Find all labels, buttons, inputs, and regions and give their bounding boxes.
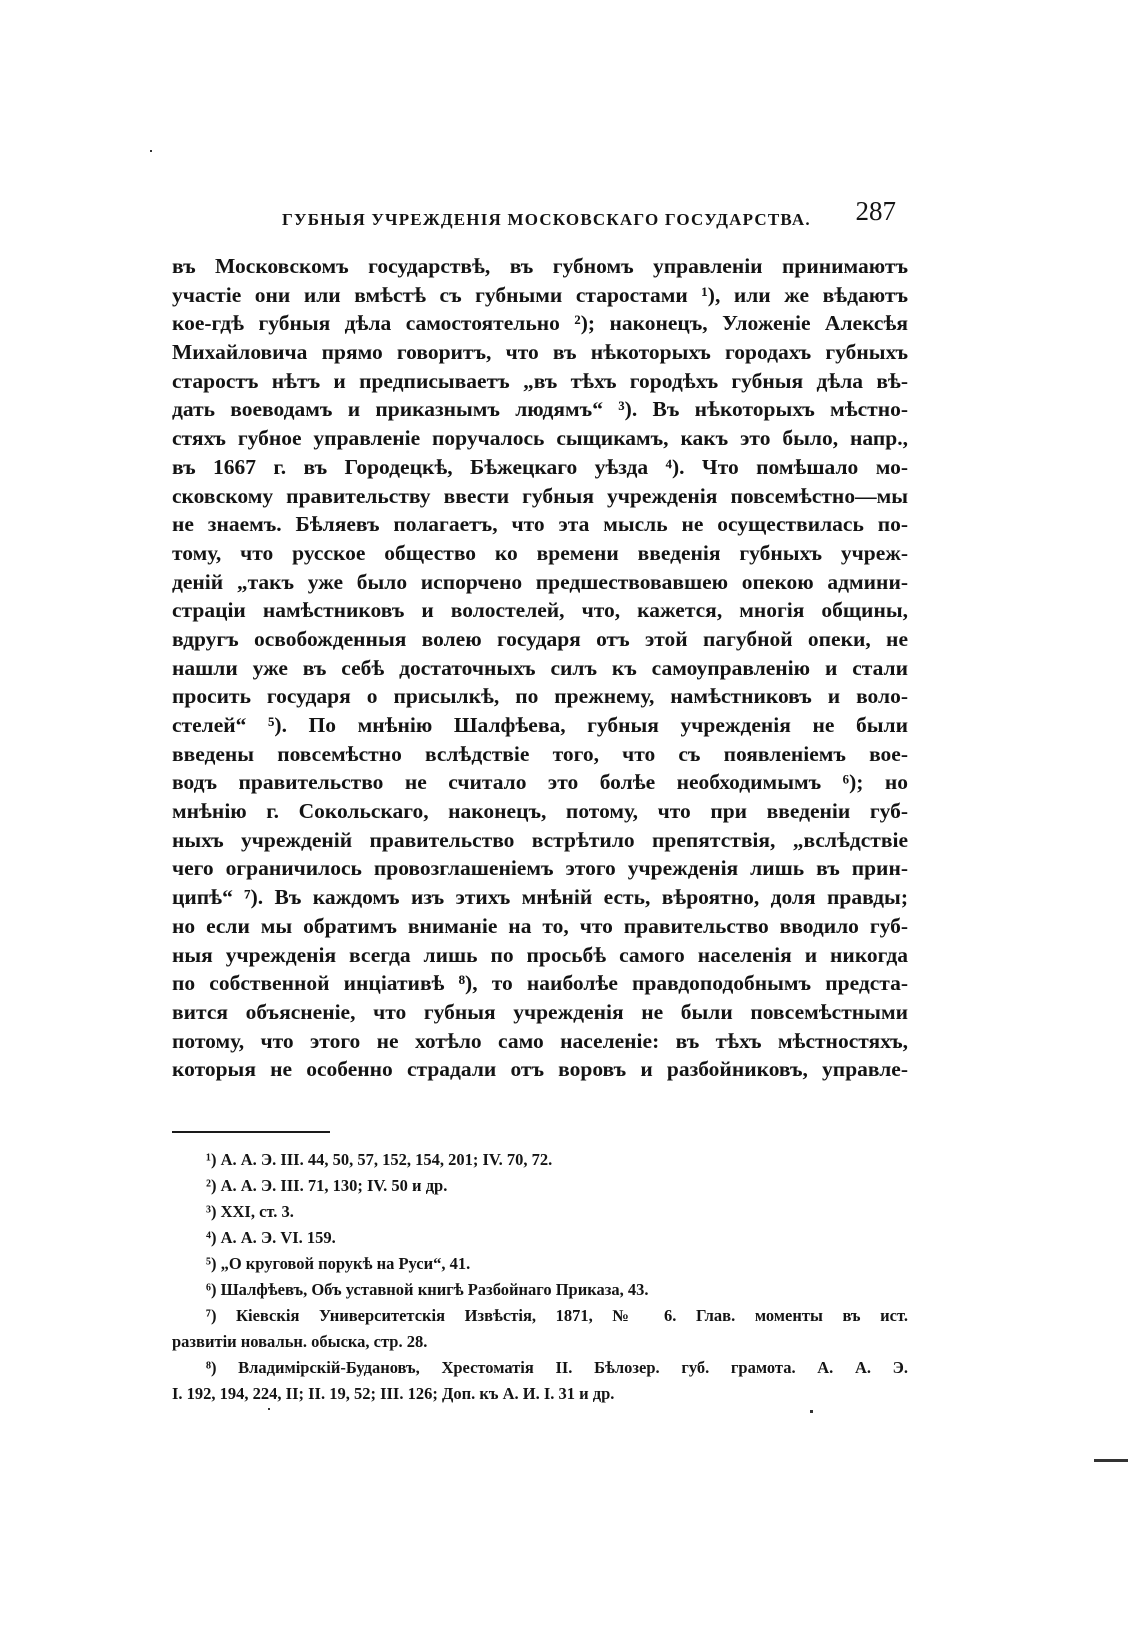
footnote: ⁵) „О круговой порукѣ на Руси“, 41. [206, 1254, 471, 1273]
text-line: но если мы обратимъ вниманіе на то, что правительство вводило губ- [172, 913, 908, 938]
scan-speck [810, 1410, 813, 1413]
text-line: страціи намѣстниковъ и волостелей, что, кажется, многія общины, [172, 598, 908, 623]
text-line: кое-гдѣ губныя дѣла самостоятельно ²); наконецъ, Уложеніе Алексѣя [172, 311, 908, 336]
scan-speck [1094, 1459, 1128, 1462]
page-number: 287 [855, 196, 896, 226]
footnote: ⁶) Шалфѣевъ, Объ уставной книгѣ Разбойнаго Приказа, 43. [206, 1280, 649, 1299]
text-line: ныя учрежденія всегда лишь по просьбѣ самого населенія и никогда [172, 942, 908, 967]
text-line: стелей“ ⁵). По мнѣнію Шалфѣева, губныя учрежденія не были [172, 713, 908, 737]
text-line: введены повсемѣстно вслѣдствіе того, что съ появленіемъ вое- [172, 741, 908, 766]
text-line: въ Московскомъ государствѣ, въ губномъ управленіи принимаютъ [172, 254, 908, 278]
text-line: вдругъ освобожденныя волею государя отъ этой пагубной опеки, не [172, 626, 908, 651]
text-line: чего ограничилось провозглашеніемъ этого учрежденія лишь въ прин- [172, 856, 908, 881]
footnote-continuation: I. 192, 194, 224, II; II. 19, 52; III. 126; Доп. къ А. И. I. 31 и др. [172, 1384, 615, 1403]
footnote: ²) А. А. Э. III. 71, 130; IV. 50 и др. [206, 1176, 448, 1195]
text-line: сковскому правительству ввести губныя учрежденія повсемѣстно—мы [172, 483, 908, 508]
text-line: по собственной инціативѣ ⁸), то наиболѣе правдоподобнымъ предста- [172, 971, 908, 996]
text-line: деній „такъ уже было испорчено предшествовавшею опекою админи- [172, 569, 908, 594]
text-line: старостъ нѣтъ и предписываетъ „въ тѣхъ городѣхъ губныя дѣла вѣ- [172, 368, 908, 393]
scan-speck [268, 1408, 270, 1410]
text-line: ныхъ учрежденій правительство встрѣтило препятствія, „вслѣдствіе [172, 827, 908, 852]
text-line: тому, что русское общество ко времени введенія губныхъ учреж- [172, 540, 908, 565]
scan-speck [150, 150, 152, 152]
footnote: ¹) А. А. Э. III. 44, 50, 57, 152, 154, 201; IV. 70, 72. [206, 1150, 553, 1169]
text-line: въ 1667 г. въ Городецкѣ, Бѣжецкаго уѣзда ⁴). Что помѣшало мо- [172, 454, 908, 479]
text-line: Михайловича прямо говоритъ, что въ нѣкоторыхъ городахъ губныхъ [172, 340, 908, 365]
text-line: ципѣ“ ⁷). Въ каждомъ изъ этихъ мнѣній есть, вѣроятно, доля правды; [172, 885, 908, 910]
text-line: не знаемъ. Бѣляевъ полагаетъ, что эта мысль не осуществилась по- [172, 512, 908, 537]
text-line: водъ правительство не считало это болѣе необходимымъ ⁶); но [172, 770, 908, 795]
footnote-continuation: развитіи новальн. обыска, стр. 28. [172, 1332, 428, 1351]
text-line: участіе они или вмѣстѣ съ губными старостами ¹), или же вѣдаютъ [172, 282, 908, 307]
text-line: нашли уже въ себѣ достаточныхъ силъ къ самоуправленію и стали [172, 655, 908, 680]
text-line: которыя не особенно страдали отъ воровъ и разбойниковъ, управле- [172, 1057, 908, 1082]
text-line: мнѣнію г. Сокольскаго, наконецъ, потому, что при введеніи губ- [172, 799, 908, 824]
footnote: ³) XXI, ст. 3. [206, 1202, 294, 1221]
footnote-separator-rule [172, 1131, 330, 1133]
footnote: ⁸) Владимірскій-Будановъ, Хрестоматія II. Бѣлозер. губ. грамота. А. А. Э. [206, 1358, 908, 1377]
text-line: дать воеводамъ и приказнымъ людямъ“ ³). Въ нѣкоторыхъ мѣстно- [172, 397, 908, 422]
body-text [172, 252, 908, 1084]
text-line: потому, что этого не хотѣло само населеніе: въ тѣхъ мѣстностяхъ, [172, 1028, 908, 1053]
text-line: вится объясненіе, что губныя учрежденія не были повсемѣстными [172, 999, 908, 1024]
footnote: ⁴) А. А. Э. VI. 159. [206, 1228, 336, 1247]
footnote: ⁷) Кіевскія Университетскія Извѣстія, 1871, № 6. Глав. моменты въ ист. [206, 1306, 908, 1325]
running-title: ГУБНЫЯ УЧРЕЖДЕНІЯ МОСКОВСКАГО ГОСУДАРСТВА. [282, 210, 811, 229]
text-line: стяхъ губное управленіе поручалось сыщикамъ, какъ это было, напр., [172, 426, 908, 451]
footnotes [172, 1147, 908, 1407]
page-header [272, 196, 896, 234]
text-line: просить государя о присылкѣ, по прежнему, намѣстниковъ и воло- [172, 684, 908, 709]
